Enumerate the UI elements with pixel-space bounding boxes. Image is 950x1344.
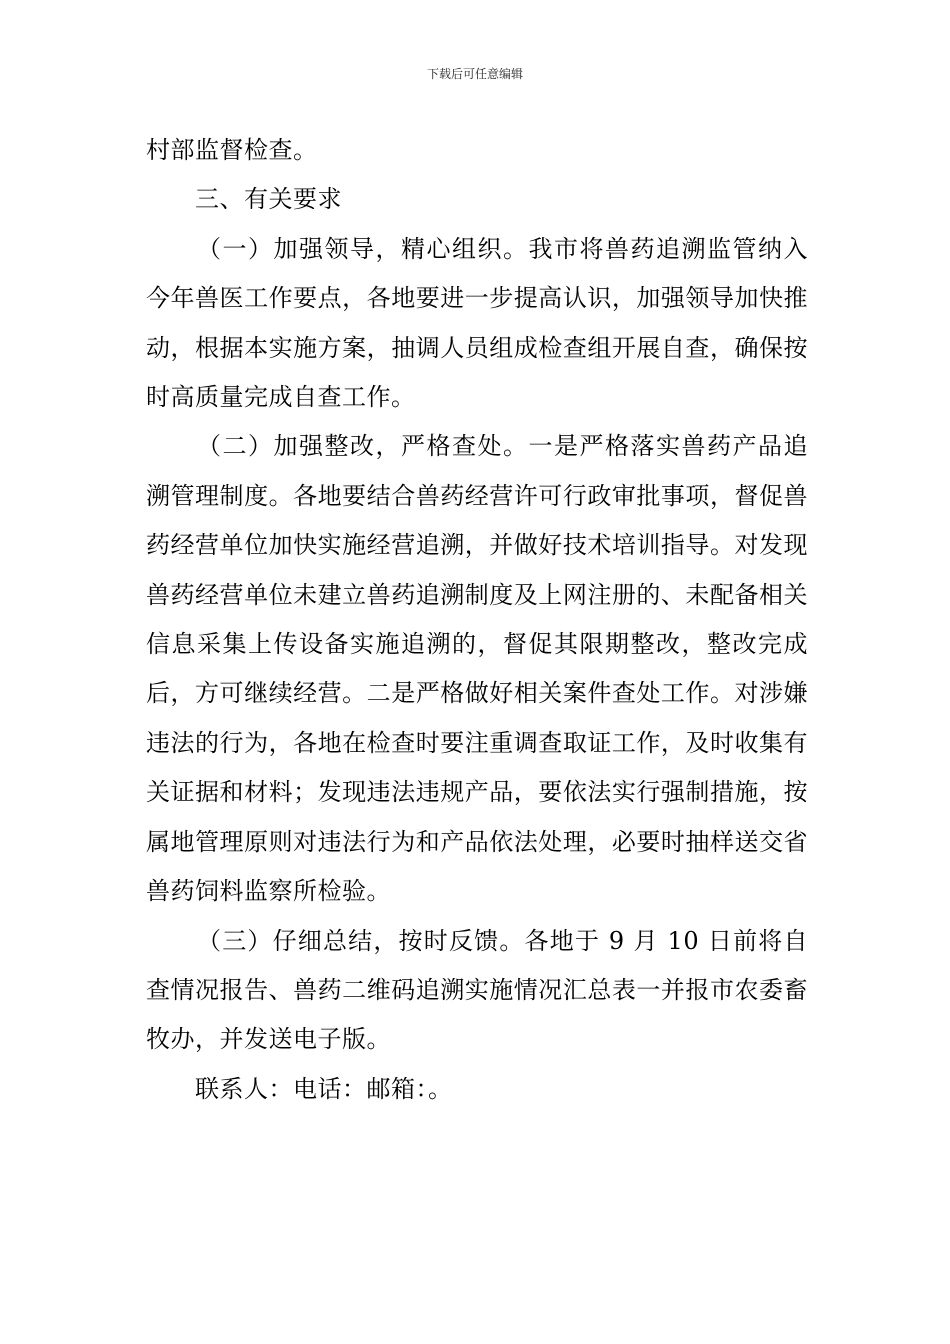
paragraph-rectification: （二）加强整改，严格查处。一是严格落实兽药产品追溯管理制度。各地要结合兽药经营许可行政审批事项，督促兽药经营单位加快实施经营追溯，并做好技术培训指导。对发现兽药经营单位未建立兽药追溯制度及上网注册的、未配备相关信息采集上传设备实施追溯的，督促其限期整改，整改完成后，方可继续经营。二是严格做好相关案件查处工作。对涉嫌违法的行为，各地在检查时要注重调查取证工作，及时收集有关证据和材料；发现违法违规产品，要依法实行强制措施，按属地管理原则对违法行为和产品依法处理，必要时抽样送交省兽药饲料监察所检验。 (146, 432, 808, 906)
paragraph-leadership: （一）加强领导，精心组织。我市将兽药追溯监管纳入今年兽医工作要点，各地要进一步提高认识，加强领导加快推动，根据本实施方案，抽调人员组成检查组开展自查，确保按时高质量完成自查工作。 (146, 234, 808, 412)
contact-line: 联系人：电话：邮箱：。 (195, 1074, 453, 1103)
paragraph-summary-feedback: （三）仔细总结，按时反馈。各地于 9 月 10 日前将自查情况报告、兽药二维码追溯实施情况汇总表一并报市农委畜牧办，并发送电子版。 (146, 926, 808, 1054)
paragraph-continuation: 村部监督检查。 (146, 136, 318, 164)
section-heading-requirements: 三、有关要求 (195, 185, 342, 214)
document-body (146, 126, 808, 1114)
page-header-note: 下载后可任意编辑 (426, 67, 523, 81)
